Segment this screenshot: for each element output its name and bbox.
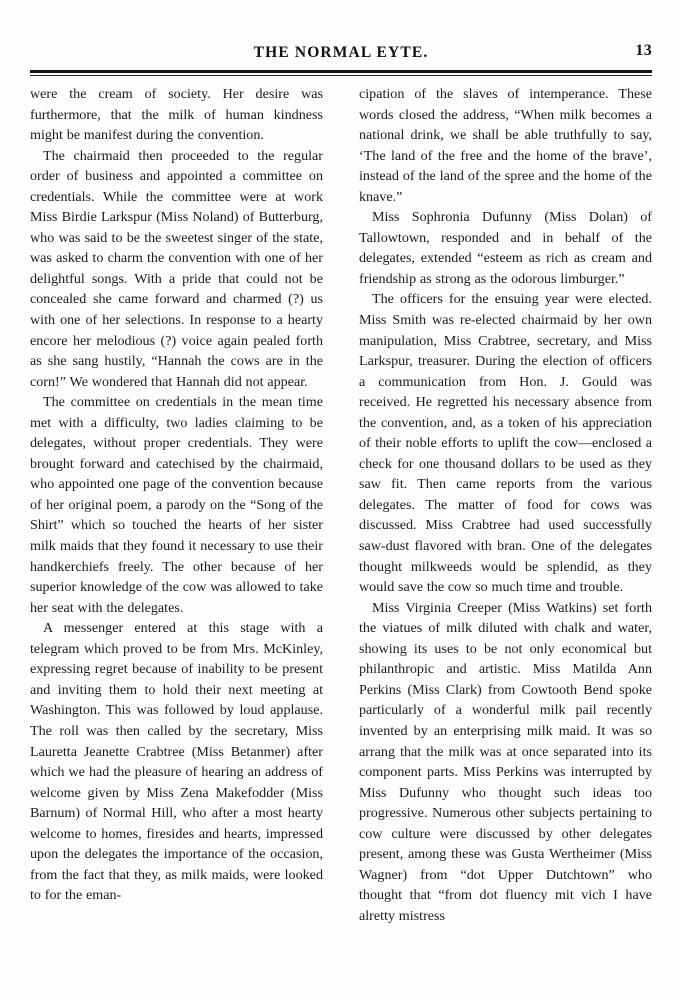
- page-number: 13: [635, 42, 652, 59]
- divider-thin-rule: [30, 75, 652, 76]
- running-head: [30, 44, 652, 66]
- paragraph: A messenger entered at this stage with a telegram which proved to be from Mrs. McKinley, expressing regret because of inability to be present and inviting them to hold their next meeting at Washington. This was followed by loud applause. The roll was then called by the secretary, Miss Lauretta Jeanette Crabtree (Miss Betanmer) after which we had the pleasure of hearing an address of welcome given by Miss Zena Makefodder (Miss Barnum) of Normal Hill, who after a most hearty welcome to homes, firesides and hearts, impressed upon the delegates the importance of the occasion, from the fact that they, as milk maids, were looked to for the eman-: [30, 620, 323, 904]
- publication-title: THE NORMAL EYTE.: [253, 44, 429, 61]
- paragraph: The committee on credentials in the mean time met with a difficulty, two ladies claiming to be delegates, without proper credentials. They were brought forward and catechised by the chairmaid, who appointed one page of the convention because of her original poem, a parody on the “Song of the Shirt” which so touched the hearts of her sister milk maids that they found it necessary to use their handkerchiefs freely. The other because of her superior knowledge of the cow was allowed to take her seat with the delegates.: [30, 394, 323, 616]
- paragraph: The chairmaid then proceeded to the regular order of business and appointed a committee on credentials. While the committee were at work Miss Birdie Larkspur (Miss Noland) of Butterburg, who was said to be the sweetest singer of the state, was asked to charm the convention with one of her delightful songs. With a pride that could not be concealed she came forward and charmed (?) us with one of her selections. In response to a hearty encore her melodious (?) voice again pealed forth as she sang hustily, “Hannah the cows are in the corn!” We wondered that Hannah did not appear.: [30, 147, 323, 390]
- paragraph: Miss Sophronia Dufunny (Miss Dolan) of Tallowtown, responded and in behalf of the delegates, extended “esteem as rich as cream and friendship as strong as the odorous limburger.”: [359, 209, 652, 287]
- header-divider: [30, 70, 652, 77]
- divider-thick-rule: [30, 70, 652, 73]
- paragraph: The officers for the ensuing year were elected. Miss Smith was re-elected chairmaid by her own manipulation, Miss Crabtree, secretary, and Miss Larkspur, treasurer. During the election of officers a communication from Hon. J. Gould was received. He regretted his necessary absence from the convention, and, as a token of his appreciation of their noble efforts to uplift the cow—enclosed a check for one thousand dollars to be used as they saw fit. Then came reports from the various delegates. The matter of food for cows was discussed. Miss Crabtree had used successfully saw-dust flavored with bran. One of the delegates thought milkweeds would be splendid, as they would save the cow so much time and trouble.: [359, 291, 652, 596]
- two-column-body: [30, 84, 652, 964]
- paragraph: Miss Virginia Creeper (Miss Watkins) set forth the viatues of milk diluted with chalk and water, showing its uses to be not only economical but philanthropic and artistic. Miss Matilda Ann Perkins (Miss Clark) from Cowtooth Bend spoke particularly of a wonderful milk pail recently invented by an enterprising milk maid. It was so arrang that the milk was at once separated into its component parts. Miss Perkins was interrupted by Miss Dufunny who thought such ideas too progressive. Numerous other subjects pertaining to cow culture were discussed by other delegates present, among these was Gusta Wertheimer (Miss Wagner) from “dot Upper Dutchtown” who thought that “from dot fluency mit vich I have alretty mistress: [359, 599, 652, 924]
- paragraph: cipation of the slaves of intemperance. These words closed the address, “When milk becomes a national drink, we shall be able truthfully to say, ‘The land of the free and the home of the brave’, instead of the land of the spree and the home of the knave.”: [359, 86, 652, 205]
- paragraph: were the cream of society. Her desire was furthermore, that the milk of human kindness might be manifest during the convention.: [30, 86, 323, 144]
- left-column: [30, 84, 323, 964]
- right-column: [359, 84, 652, 964]
